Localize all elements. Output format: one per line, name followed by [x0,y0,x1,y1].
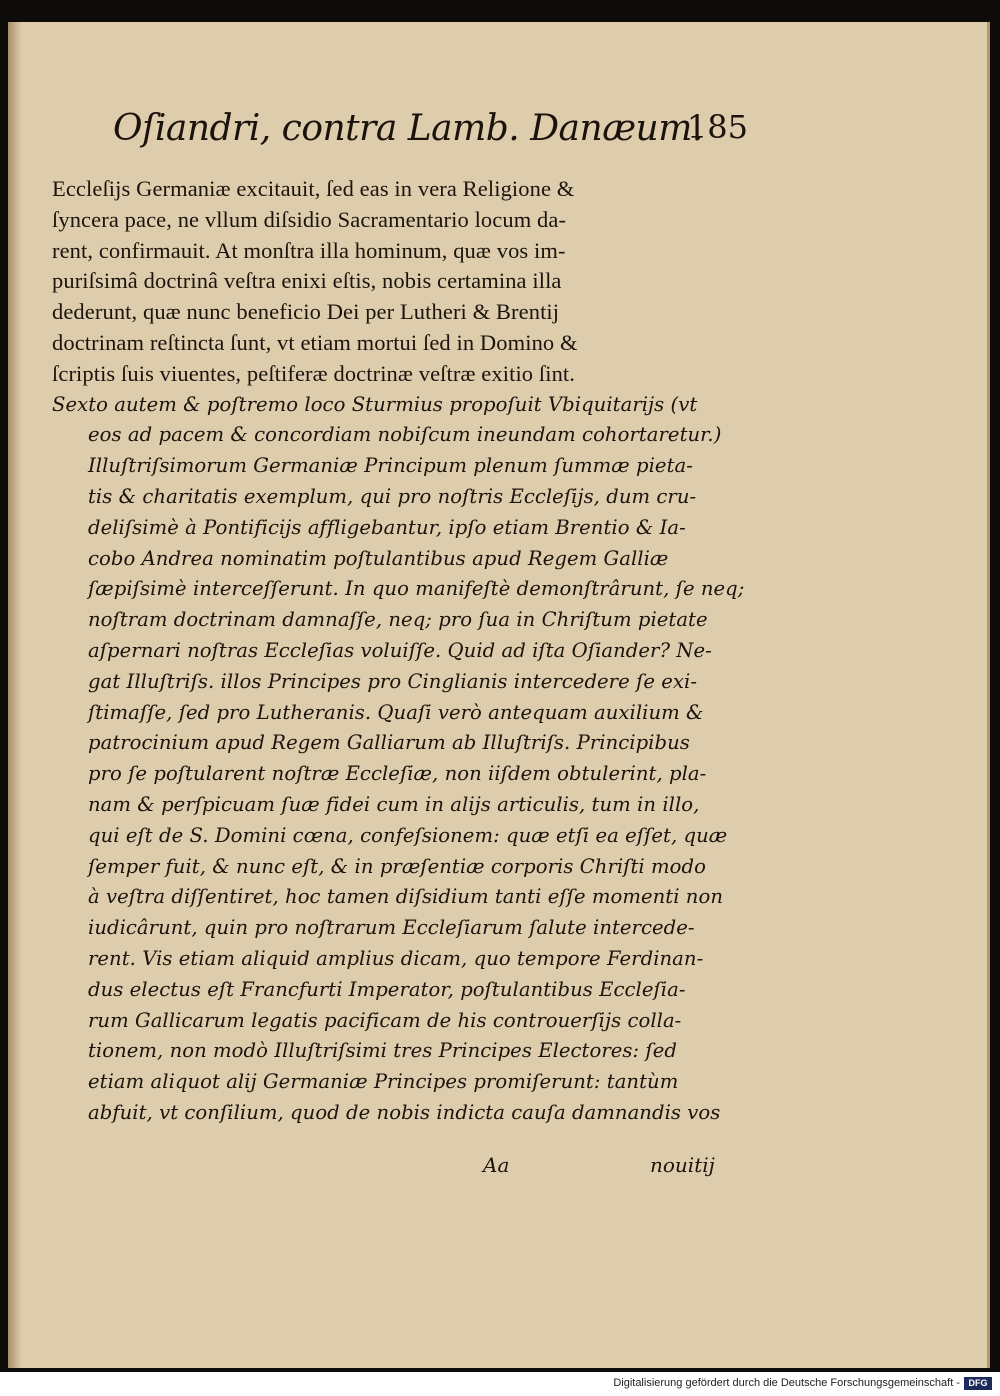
text-line: pro ſe poſtularent noſtræ Eccleſiæ, non iiſdem obtulerint, pla- [88,762,707,786]
text-line: ſtimaſſe, ſed pro Lutheranis. Quaſi verò antequam auxilium & [88,700,704,724]
text-line: noſtram doctrinam damnaſſe, neq; pro ſua in Chriſtum pietate [88,608,708,632]
text-line: Eccleſijs Germaniæ excitauit, ſed eas in vera Religione & [52,176,575,201]
running-head: Oſiandri, contra Lamb. Danæum. [113,108,703,149]
body-text [52,174,752,1129]
text-line: dus electus eſt Francfurti Imperator, poſtulantibus Eccleſia- [88,977,686,1001]
text-line: nam & perſpicuam ſuæ fidei cum in alijs articulis, tum in illo, [88,792,700,816]
text-line: tionem, non modò Illuſtriſsimi tres Principes Electores: ſed [88,1039,677,1063]
text-line: patrocinium apud Regem Galliarum ab Illuſtriſs. Principibus [88,731,690,755]
text-line: ſyncera pace, ne vllum diſsidio Sacramentario locum da- [52,206,567,232]
page-footer [0,1153,1000,1183]
page-number: 185 [686,108,748,146]
page-header [113,108,748,156]
text-line: Illuſtriſsimorum Germaniæ Principum plenum ſummæ pieta- [88,454,693,478]
signature-mark: Aa [483,1153,510,1177]
text-line: rent, confirmauit. At monſtra illa hominum, quæ vos im- [52,237,566,263]
text-line: Sexto autem & poſtremo loco Sturmius propoſuit Vbiquitarijs (vt [52,392,698,416]
text-line: puriſsimâ doctrinâ veſtra enixi eſtis, nobis certamina illa [52,268,562,294]
text-line: ſcriptis ſuis viuentes, peſtiferæ doctrinæ veſtræ exitio ſint. [52,360,575,386]
text-line: aſpernari noſtras Eccleſias voluiſſe. Quid ad iſta Oſiander? Ne- [88,638,712,662]
text-line: rum Gallicarum legatis pacificam de his controuerſijs colla- [88,1008,682,1032]
text-line: rent. Vis etiam aliquid amplius dicam, quo tempore Ferdinan- [88,946,704,970]
text-line: tis & charitatis exemplum, qui pro noſtris Eccleſijs, dum cru- [88,484,697,508]
text-line: dederunt, quæ nunc beneficio Dei per Lutheri & Brentij [52,299,560,325]
attribution-text: Digitalisierung gefördert durch die Deutsche Forschungsgemeinschaft - [613,1377,960,1389]
text-line: doctrinam reſtincta ſunt, vt etiam mortui ſed in Domino & [52,329,578,355]
text-line: qui eſt de S. Domini cœna, confeſsionem: quæ etſi ea eſſet, quæ [88,823,728,847]
text-line: cobo Andrea nominatim poſtulantibus apud Regem Galliæ [88,546,669,570]
text-line: à veſtra diſſentiret, hoc tamen diſsidium tanti eſſe momenti non [88,885,723,909]
dfg-logo: DFG [964,1377,992,1390]
text-line: ſæpiſsimè interceſſerunt. In quo manifeſtè demonſtrârunt, ſe neq; [88,577,745,601]
text-line: gat Illuſtriſs. illos Principes pro Cinglianis intercedere ſe exi- [88,669,697,693]
text-line: eos ad pacem & concordiam nobiſcum ineundam cohortaretur.) [88,423,722,447]
text-line: deliſsimè à Pontificijs affligebantur, ipſo etiam Brentio & Ia- [88,515,686,539]
text-line: abfuit, vt conſilium, quod de nobis indicta cauſa damnandis vos [88,1100,721,1124]
text-line: etiam aliquot alij Germaniæ Principes promiſerunt: tantùm [88,1070,679,1094]
attribution-bar [0,1372,1000,1396]
text-line: iudicârunt, quin pro noſtrarum Eccleſiarum ſalute intercede- [88,916,695,940]
text-line: ſemper fuit, & nunc eſt, & in præſentiæ corporis Chriſti modo [88,854,706,878]
catchword: nouitij [650,1153,715,1177]
